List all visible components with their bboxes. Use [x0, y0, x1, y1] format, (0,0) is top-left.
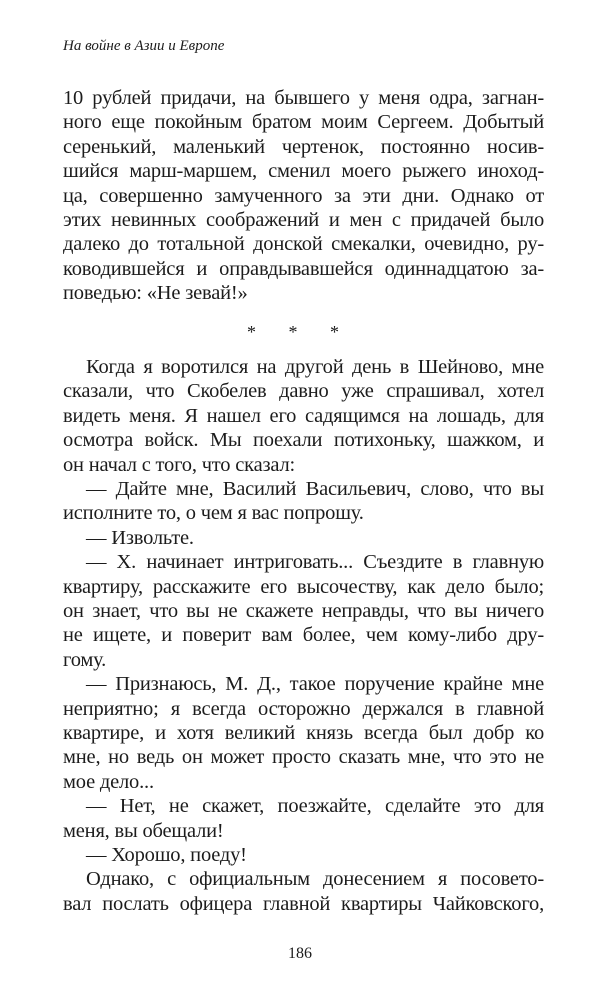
text-line: — Хорошо, поеду!	[86, 844, 247, 866]
section-separator: * * *	[247, 322, 353, 342]
text-line: — Нет, не скажет, поезжайте, сделайте это для	[86, 795, 544, 818]
text-line: ца, совершенно замученного за эти дни. Однако от	[63, 184, 544, 207]
text-line: мне, но ведь он может просто сказать мне, что это не	[63, 746, 544, 769]
text-line: поведью: «Не зевай!»	[63, 282, 248, 305]
text-line: неприятно; я всегда осторожно держался в главной	[63, 697, 544, 720]
text-line: — Дайте мне, Василий Васильевич, слово, что вы	[86, 478, 544, 500]
text-line: серенький, маленький чертенок, постоянно носив-	[63, 135, 544, 158]
text-line: Однако, с официальным донесением я посовето-	[86, 868, 544, 891]
page-number: 186	[288, 945, 312, 962]
text-line: — Признаюсь, М. Д., такое поручение крайне мне	[86, 673, 544, 696]
text-line: он начал с того, что сказал:	[63, 453, 296, 476]
text-line: сказали, что Скобелев давно уже спрашивал, хотел	[63, 380, 544, 403]
text-line: ного еще покойным братом моим Сергеем. Добытый	[63, 111, 544, 134]
text-line: этих невинных соображений и мен с придачей было	[63, 209, 544, 231]
text-line: далеко до тотальной донской смекалки, очевидно, ру-	[63, 233, 544, 256]
text-line: шийся марш-маршем, сменил моего рыжего иноход-	[63, 160, 544, 183]
text-line: видеть меня. Я нашел его садящимся на лошадь, для	[63, 404, 544, 427]
text-line: квартиру, расскажите его высочеству, как дело было;	[63, 575, 544, 598]
text-line: ководившейся и оправдывавшейся одиннадцатою за-	[63, 257, 544, 280]
text-line: исполните то, о чем я вас попрошу.	[63, 502, 364, 525]
text-line: мое дело...	[63, 770, 154, 793]
text-line: Когда я воротился на другой день в Шейново, мне	[86, 356, 544, 378]
text-line: гому.	[63, 648, 107, 671]
text-line: не ищете, и поверит вам более, чем кому-либо дру-	[63, 624, 544, 647]
running-header: На войне в Азии и Европе	[63, 38, 225, 54]
text-line: он знает, что вы не скажете неправды, что вы ничего	[63, 600, 544, 622]
text-line: меня, вы обещали!	[63, 819, 224, 842]
text-line: — Х. начинает интриговать... Съездите в главную	[86, 551, 544, 574]
text-line: 10 рублей придачи, на бывшего у меня одра, загнан-	[63, 87, 544, 109]
text-line: вал послать офицера главной квартиры Чайковского,	[63, 892, 544, 915]
text-line: — Извольте.	[86, 526, 194, 549]
text-line: осмотра войск. Мы поехали потихоньку, шажком, и	[63, 429, 544, 452]
text-line: квартире, и хотя великий князь всегда был добр ко	[63, 722, 544, 744]
